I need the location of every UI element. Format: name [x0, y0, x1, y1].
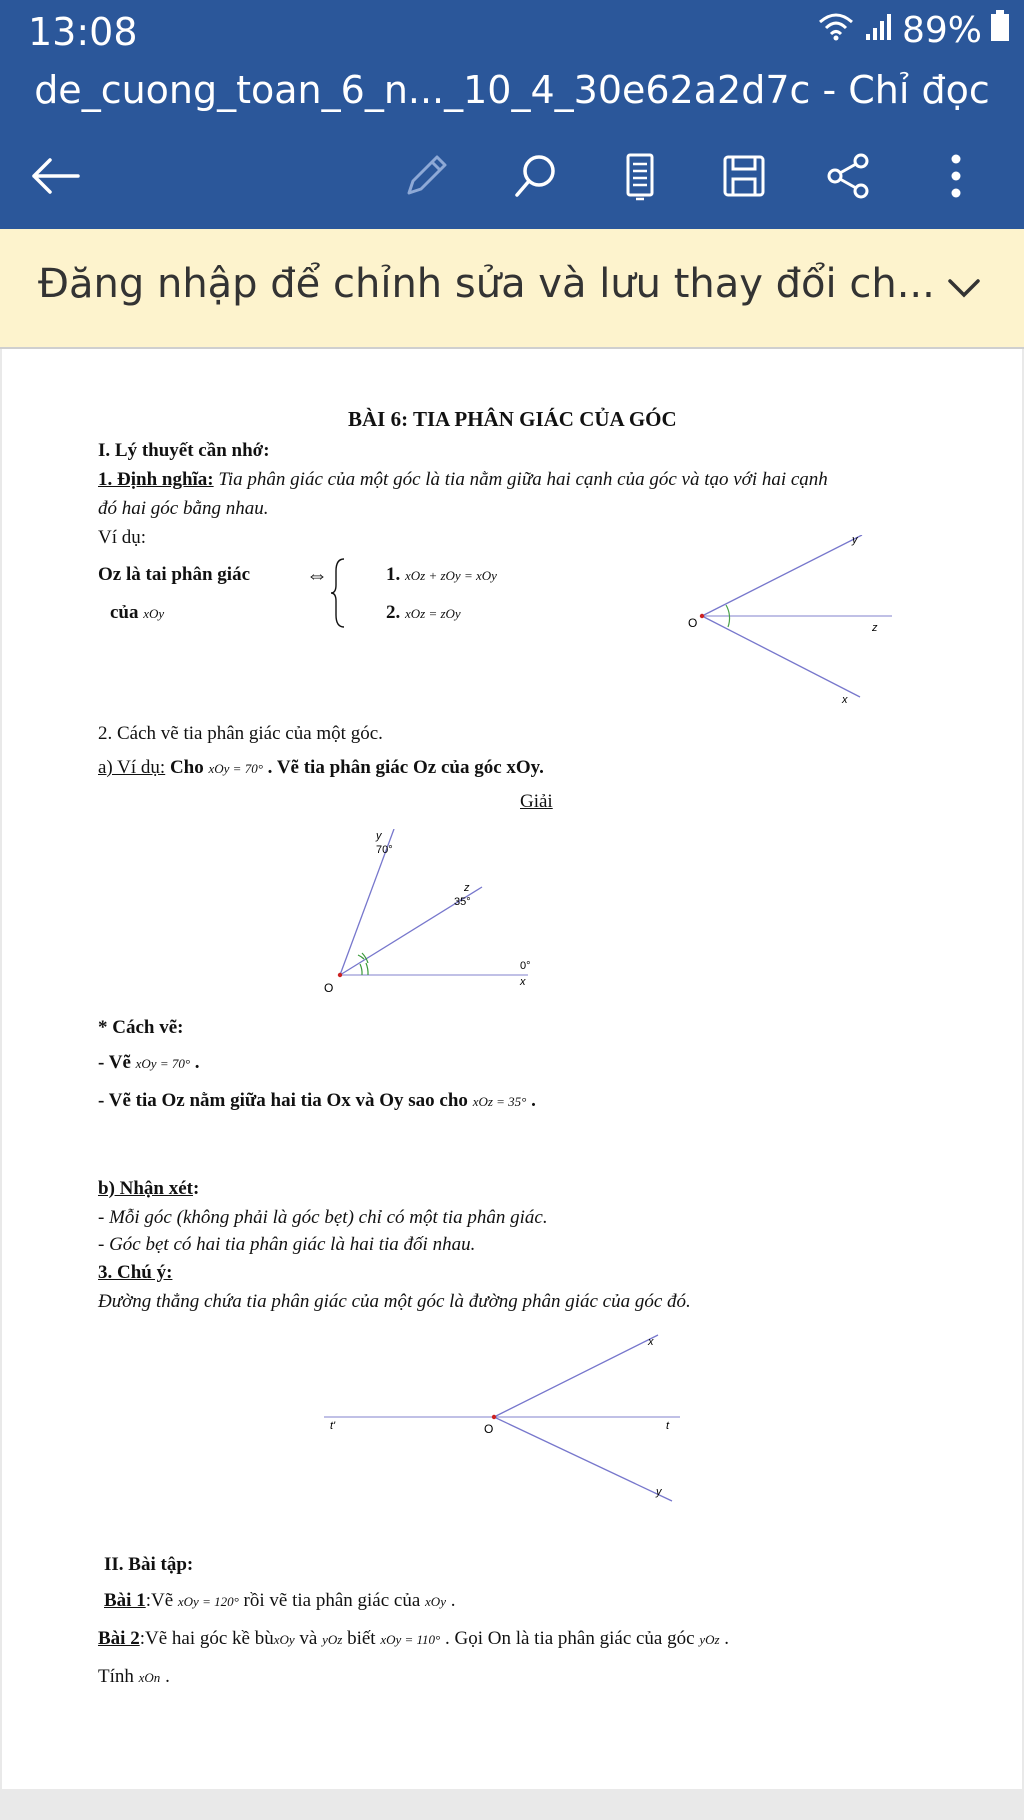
signin-banner[interactable] — [0, 229, 1024, 349]
label-o: O — [324, 981, 334, 995]
how-to-title: 2. Cách vẽ tia phân giác của một góc. — [98, 723, 383, 744]
banner-text: Đăng nhập để chỉnh sửa và lưu thay đổi ch... — [38, 261, 935, 307]
label-x: x — [842, 694, 848, 705]
iff-symbol: ⇔ — [306, 562, 328, 587]
document-content — [2, 349, 1022, 1789]
angle-xoy: xOy — [143, 606, 165, 621]
figure-bisector-2 — [312, 829, 552, 1009]
search-icon[interactable] — [508, 148, 564, 204]
ray-oy — [494, 1417, 672, 1501]
step1-formula: xOy = 70° — [135, 1056, 191, 1071]
share-icon[interactable] — [820, 148, 876, 204]
ex1-formula2: xOy — [425, 1594, 446, 1609]
status-time: 13:08 — [28, 10, 138, 54]
step2-text: - Vẽ tia Oz nằm giữa hai tia Ox và Oy sao cho — [98, 1090, 473, 1111]
ray-oy — [702, 535, 862, 616]
definition-line2: đó hai góc bằng nhau. — [98, 498, 269, 519]
example-line2 — [110, 602, 164, 624]
document-page[interactable] — [2, 349, 1022, 1789]
angle-arcs — [358, 953, 368, 975]
example-a-rest: . Vẽ tia phân giác Oz của góc xOy. — [262, 757, 544, 778]
section2-heading: II. Bài tập: — [104, 1554, 194, 1575]
ray-ox — [702, 616, 860, 697]
label-t-prime: t' — [330, 1420, 336, 1432]
exercise-2 — [98, 1628, 729, 1650]
ex2-formula4: yOz — [699, 1632, 720, 1647]
step-1 — [98, 1052, 200, 1074]
label-x: x — [520, 976, 526, 988]
ex2-line2-formula: xOn — [138, 1670, 161, 1685]
label-y: y — [656, 1486, 662, 1498]
wifi-icon — [816, 10, 856, 51]
vertex-point — [338, 973, 342, 977]
ex2-line2-text: Tính — [98, 1666, 139, 1687]
label-x: x — [648, 1336, 654, 1348]
ray-ox — [494, 1335, 658, 1417]
label-y: y — [376, 830, 382, 842]
bottom-strip — [0, 1792, 1024, 1820]
cond1-num: 1. — [386, 564, 401, 585]
ex1-text-a: :Vẽ — [145, 1590, 178, 1611]
exercise-1 — [104, 1590, 455, 1612]
label-o: O — [688, 616, 698, 630]
label-y-deg: 70° — [376, 844, 393, 856]
note-text: Đường thẳng chứa tia phân giác của một góc là đường phân giác của góc đó. — [98, 1291, 691, 1312]
how-draw-title: * Cách vẽ: — [98, 1017, 184, 1038]
example-line1: Oz là tai phân giác — [98, 564, 251, 585]
ex2-end: . — [719, 1628, 730, 1649]
label-z: z — [872, 622, 878, 634]
remark-heading — [98, 1178, 199, 1200]
step2-formula: xOz = 35° — [472, 1094, 527, 1109]
exercise-2-line2 — [98, 1666, 170, 1688]
label-t: t — [666, 1420, 670, 1432]
step2-end: . — [526, 1090, 536, 1111]
figure-bisector-1 — [682, 535, 892, 705]
app-header — [0, 0, 1024, 229]
cond1-formula: xOz + zOy = xOy — [405, 568, 497, 583]
signal-icon — [864, 10, 894, 51]
example-a — [98, 757, 544, 779]
step-2 — [98, 1090, 536, 1112]
document-title: de_cuong_toan_6_n..._10_4_30e62a2d7c - Chỉ đọc — [34, 68, 990, 112]
step1-text: - Vẽ — [98, 1052, 136, 1073]
more-icon[interactable] — [928, 148, 984, 204]
ex1-end: . — [445, 1590, 456, 1611]
remark-label: b) Nhận xét — [98, 1178, 194, 1199]
condition-1 — [386, 564, 497, 586]
ex1-label: Bài 1 — [104, 1590, 146, 1611]
definition-line1 — [98, 469, 828, 491]
condition-2 — [386, 602, 461, 624]
ex2-text-a: :Vẽ hai góc kề bù — [139, 1628, 274, 1649]
example-a-formula: xOy = 70° — [208, 761, 263, 776]
reading-view-icon[interactable] — [612, 148, 668, 204]
ex1-text-b: rồi vẽ tia phân giác của — [238, 1590, 426, 1611]
ex2-label: Bài 2 — [98, 1628, 140, 1649]
remark-1: - Mỗi góc (không phải là góc bẹt) chỉ có một tia phân giác. — [98, 1207, 548, 1228]
example-label: Ví dụ: — [98, 527, 147, 548]
figure-bisector-line — [320, 1329, 690, 1509]
ex2-formula1: xOy — [273, 1632, 295, 1647]
vertex-point — [492, 1415, 496, 1419]
ex2-formula3: xOy = 110° — [380, 1632, 441, 1647]
vertex-point — [700, 614, 704, 618]
save-icon[interactable] — [716, 148, 772, 204]
ex2-text-b: và — [294, 1628, 323, 1649]
back-arrow-icon[interactable] — [28, 148, 84, 204]
solution-label: Giải — [520, 791, 553, 812]
label-z: z — [464, 882, 470, 894]
remark-2: - Góc bẹt có hai tia phân giác là hai tia đối nhau. — [98, 1234, 476, 1255]
label-z-deg: 35° — [454, 896, 471, 908]
ex2-text-c: biết — [342, 1628, 381, 1649]
status-icons — [816, 10, 1010, 51]
cond2-num: 2. — [386, 602, 401, 623]
left-brace — [330, 557, 346, 629]
example-a-label: a) Ví dụ: — [98, 757, 166, 778]
ex2-line2-end: . — [160, 1666, 170, 1687]
example-line2-text: của — [110, 602, 139, 623]
ex2-formula2: yOz — [322, 1632, 343, 1647]
battery-icon — [990, 10, 1010, 51]
step1-end: . — [190, 1052, 200, 1073]
cond2-formula: xOz = zOy — [405, 606, 461, 621]
label-x-deg: 0° — [520, 960, 531, 972]
chevron-down-icon[interactable] — [942, 265, 986, 309]
remark-colon: : — [193, 1178, 200, 1199]
ex2-text-d: . Gọi On là tia phân giác của góc — [440, 1628, 700, 1649]
label-o: O — [484, 1422, 494, 1436]
pencil-icon[interactable] — [398, 148, 454, 204]
doc-title: BÀI 6: TIA PHÂN GIÁC CỦA GÓC — [348, 407, 677, 431]
battery-percent: 89% — [901, 10, 982, 51]
definition-label: 1. Định nghĩa: — [98, 469, 214, 490]
section1-heading: I. Lý thuyết cần nhớ: — [98, 440, 270, 461]
example-a-cho: Cho — [165, 757, 209, 778]
ex1-formula1: xOy = 120° — [177, 1594, 239, 1609]
note-label: 3. Chú ý: — [98, 1262, 173, 1283]
label-y: y — [852, 535, 858, 546]
definition-text: Tia phân giác của một góc là tia nằm giữa hai cạnh của góc và tạo với hai cạnh — [213, 469, 828, 490]
